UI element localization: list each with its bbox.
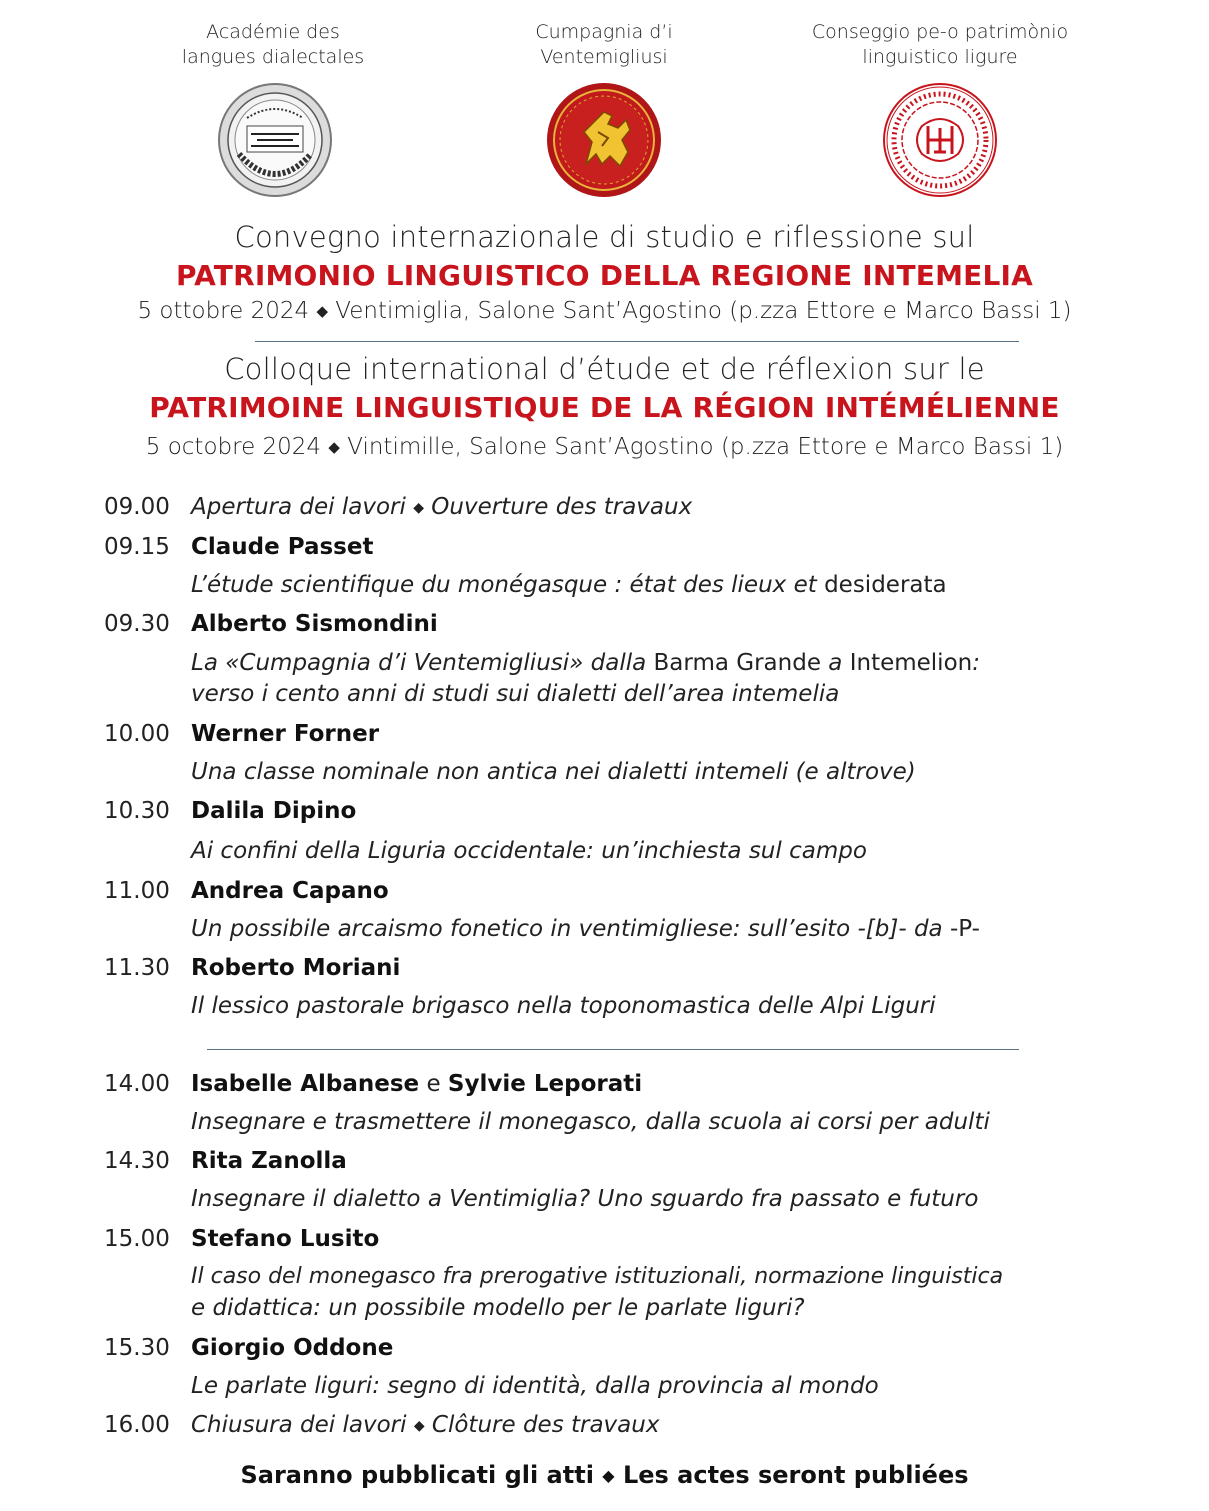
opening-fr: Ouverture des travaux [431, 494, 693, 520]
talk-conjunction: e [426, 1071, 441, 1097]
opening-it: Apertura dei lavori [191, 494, 406, 520]
talk-title-line2: verso i cento anni di studi sui dialetti dell’area intemelia [191, 681, 840, 707]
talk-time: 11.00 [104, 878, 170, 904]
talk-speaker: Stefano Lusito [191, 1226, 380, 1252]
talk-speaker: Claude Passet [191, 534, 374, 560]
italian-date: 5 ottobre 2024 [137, 298, 310, 324]
talk-speaker: Rita Zanolla [191, 1148, 347, 1174]
diamond-icon: ◆ [328, 438, 340, 456]
footer-note [0, 1461, 1209, 1489]
opening-label [191, 494, 692, 520]
closing-label [191, 1412, 659, 1438]
org-name-line2: langues dialectales [181, 46, 365, 68]
org-name-line2: linguistico ligure [862, 46, 1018, 68]
talk-time: 09.15 [104, 534, 170, 560]
conseggio-seal-icon [882, 82, 998, 198]
closing-it: Chiusura dei lavori [191, 1412, 407, 1438]
french-intro: Colloque international d’étude et de réflexion sur le [224, 352, 985, 386]
talk-time: 14.30 [104, 1148, 170, 1174]
divider [255, 341, 1019, 342]
talk-title [191, 572, 947, 598]
talk-time: 14.00 [104, 1071, 170, 1097]
diamond-icon: ◆ [602, 1466, 615, 1485]
talk-time: 15.30 [104, 1335, 170, 1361]
talk-time: 15.00 [104, 1226, 170, 1252]
french-date-place [0, 434, 1209, 460]
diamond-icon: ◆ [413, 1418, 425, 1434]
org-name-line1: Conseggio pe-o patrimònio [811, 21, 1069, 43]
italian-title: PATRIMONIO LINGUISTICO DELLA REGIONE INTEMELIA [175, 259, 1034, 292]
talk-time: 10.00 [104, 721, 170, 747]
talk-title-part: -P- [949, 916, 980, 942]
org-conseggio [790, 20, 1090, 70]
cumpagnia-emblem-icon [546, 82, 662, 198]
talk-title: Le parlate liguri: segno di identità, dalla provincia al mondo [191, 1373, 879, 1399]
org-cumpagnia [454, 20, 754, 70]
talk-title-part: La «Cumpagnia d’i Ventemigliusi» dalla [191, 650, 647, 676]
italian-intro: Convegno internazionale di studio e riflessione sul [234, 220, 975, 254]
talk-title [191, 650, 980, 676]
talk-title-part: a [828, 650, 843, 676]
talk-time: 10.30 [104, 798, 170, 824]
talk-title-line2: e didattica: un possibile modello per le parlate liguri? [191, 1295, 805, 1321]
talk-title: Una classe nominale non antica nei dialetti intemeli (e altrove) [191, 759, 916, 785]
org-name-line2: Ventemigliusi [540, 46, 668, 68]
talk-speaker: Giorgio Oddone [191, 1335, 394, 1361]
talk-title [191, 916, 980, 942]
talk-title: Insegnare il dialetto a Ventimiglia? Uno sguardo fra passato e futuro [191, 1186, 979, 1212]
talk-title: Insegnare e trasmettere il monegasco, dalla scuola ai corsi per adulti [191, 1109, 990, 1135]
talk-title-part: Intemelion [849, 650, 973, 676]
footer-it: Saranno pubblicati gli atti [240, 1461, 594, 1489]
academie-seal-icon [217, 82, 333, 198]
french-title: PATRIMOINE LINGUISTIQUE DE LA RÉGION INTÉMÉLIENNE [149, 391, 1060, 424]
talk-title-part: Barma Grande [653, 650, 821, 676]
closing-time: 16.00 [104, 1412, 170, 1438]
talk-title: Il lessico pastorale brigasco nella toponomastica delle Alpi Liguri [191, 993, 936, 1019]
diamond-icon: ◆ [316, 302, 328, 320]
french-date: 5 octobre 2024 [145, 434, 322, 460]
diamond-icon: ◆ [413, 500, 424, 516]
talk-speaker: Sylvie Leporati [447, 1071, 643, 1097]
talk-title-part: Un possibile arcaismo fonetico in ventimigliese: sull’esito -[b]- da [191, 916, 943, 942]
talk-speaker: Werner Forner [191, 721, 380, 747]
talk-speakers [191, 1071, 642, 1097]
org-name-line1: Cumpagnia d’i [535, 21, 673, 43]
french-place: Vintimille, Salone Sant’Agostino (p.zza Ettore e Marco Bassi 1) [347, 434, 1064, 460]
italian-place: Ventimiglia, Salone Sant’Agostino (p.zza Ettore e Marco Bassi 1) [335, 298, 1072, 324]
talk-title-part: L’étude scientifique du monégasque : état des lieux et [191, 572, 817, 598]
talk-speaker: Alberto Sismondini [191, 611, 438, 637]
org-academie [123, 20, 423, 70]
talk-speaker: Andrea Capano [191, 878, 389, 904]
talk-speaker: Roberto Moriani [191, 955, 401, 981]
talk-speaker: Isabelle Albanese [191, 1071, 420, 1097]
talk-speaker: Dalila Dipino [191, 798, 357, 824]
org-name-line1: Académie des [206, 21, 340, 43]
talk-title-part: : [972, 650, 980, 676]
italian-date-place [0, 298, 1209, 324]
talk-title: Il caso del monegasco fra prerogative istituzionali, normazione linguistica [191, 1264, 1004, 1289]
opening-time: 09.00 [104, 494, 170, 520]
closing-fr: Clôture des travaux [431, 1412, 660, 1438]
footer-fr: Les actes seront publiées [622, 1461, 969, 1489]
talk-time: 11.30 [104, 955, 170, 981]
talk-title-part: desiderata [824, 572, 947, 598]
talk-title: Ai confini della Liguria occidentale: un’inchiesta sul campo [191, 838, 867, 864]
lunch-divider [207, 1049, 1019, 1050]
talk-time: 09.30 [104, 611, 170, 637]
